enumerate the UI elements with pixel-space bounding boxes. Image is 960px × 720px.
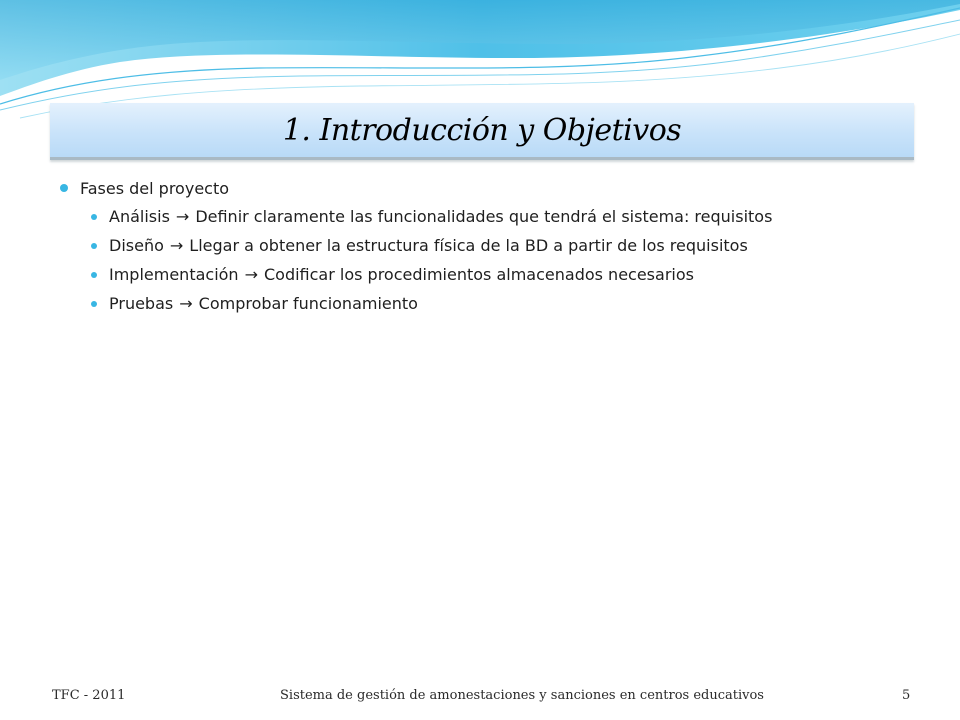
item-text: Llegar a obtener la estructura física de la BD a partir de los requisitos xyxy=(189,236,748,255)
slide-title: 1. Introducción y Objetivos xyxy=(282,112,682,148)
arrow-right-icon: → xyxy=(179,294,193,313)
item-text: Codificar los procedimientos almacenados necesarios xyxy=(263,265,694,284)
bullet-dot-icon xyxy=(91,301,97,307)
item-term: Análisis xyxy=(109,207,170,226)
list-item xyxy=(91,289,920,318)
item-term: Diseño xyxy=(109,236,164,255)
item-text: Definir claramente las funcionalidades que tendrá el sistema: requisitos xyxy=(195,207,773,226)
footer-center-text: Sistema de gestión de amonestaciones y sanciones en centros educativos xyxy=(280,688,764,703)
page-number: 5 xyxy=(902,688,911,703)
list-item xyxy=(91,231,920,260)
footer-left-text: TFC - 2011 xyxy=(52,688,126,703)
title-bar xyxy=(50,103,914,160)
bullet-dot-icon xyxy=(91,272,97,278)
item-text: Comprobar funcionamiento xyxy=(198,294,418,313)
bullet-dot-icon xyxy=(60,184,68,192)
list-item xyxy=(91,202,920,231)
slide-content xyxy=(60,176,920,318)
arrow-right-icon: → xyxy=(169,236,184,255)
bullet-text: Fases del proyecto xyxy=(80,178,230,198)
item-term: Pruebas xyxy=(109,294,174,313)
item-term: Implementación xyxy=(109,265,239,284)
bullet-level1 xyxy=(60,176,920,200)
sub-bullet-list xyxy=(91,202,920,318)
bullet-dot-icon xyxy=(91,214,97,220)
list-item xyxy=(91,260,920,289)
arrow-right-icon: → xyxy=(175,207,190,226)
arrow-right-icon: → xyxy=(244,265,258,284)
bullet-dot-icon xyxy=(91,243,97,249)
